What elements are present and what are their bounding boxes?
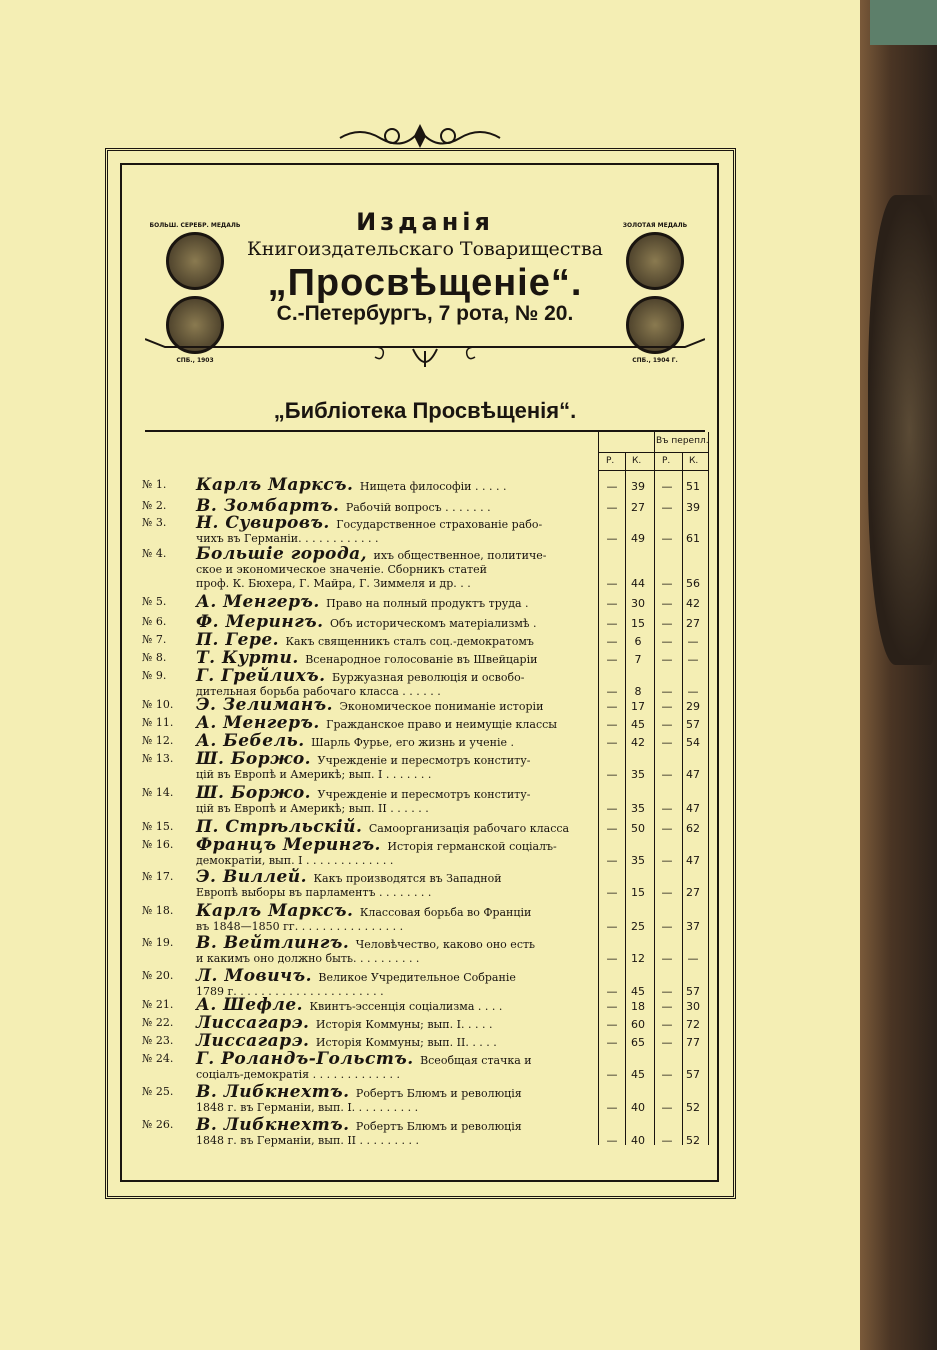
entry-number: № 13. [142, 752, 174, 765]
entry-number: № 20. [142, 969, 174, 982]
kop-label: К. [632, 456, 642, 466]
entry-title-line: чихъ въ Германіи. . . . . . . . . . . . [196, 532, 379, 545]
entry-author: Францъ Мерингъ. [196, 835, 388, 855]
entry-author: В. Либкнехтъ. [196, 1082, 356, 1102]
entry-author: Ш. Боржо. [196, 749, 318, 769]
entry-number: № 8. [142, 651, 167, 664]
price-kop: 27 [686, 886, 700, 899]
entry-text [196, 1082, 636, 1115]
entry-title-line: Учрежденіе и пересмотръ конститу- [317, 754, 531, 767]
price-rub: — [661, 1000, 673, 1013]
price-rub: — [661, 985, 673, 998]
entry-title-line: ихъ общественное, политиче- [373, 549, 547, 562]
entry-title-line: проф. К. Бюхера, Г. Майра, Г. Зиммеля и др. . . [196, 577, 471, 590]
entry-number: № 23. [142, 1034, 174, 1047]
entry-text [196, 1049, 636, 1082]
entry-number: № 5. [142, 595, 167, 608]
price-kop: 15 [631, 617, 645, 630]
entry-text [196, 648, 636, 668]
entry-text [196, 835, 636, 868]
price-rub: — [661, 532, 673, 545]
price-rub: — [606, 501, 618, 514]
entry-text [196, 933, 636, 966]
rub-label: Р. [662, 456, 671, 466]
entry-title-line: Самоорганизація рабочаго класса [368, 822, 570, 835]
price-rub: — [661, 1018, 673, 1031]
price-kop: — [687, 952, 699, 965]
entry-title-line: Нищета философіи . . . . . [359, 480, 507, 493]
entry-number: № 19. [142, 936, 174, 949]
entry-author: А. Бебель. [196, 731, 312, 751]
entry-title-line: Классовая борьба во Франціи [359, 906, 532, 919]
medal-right-bottom: СПБ., 1904 Г. [632, 357, 678, 364]
price-kop: 61 [686, 532, 700, 545]
price-kop: 72 [686, 1018, 700, 1031]
price-kop: 39 [631, 480, 645, 493]
price-kop: 27 [631, 501, 645, 514]
medal-left-top: БОЛЬШ. СЕРЕБР. МЕДАЛЬ [149, 222, 241, 229]
price-rub: — [661, 501, 673, 514]
price-kop: — [687, 685, 699, 698]
entry-title-line: Великое Учредительное Собраніе [318, 971, 516, 984]
entry-title-line: Робертъ Блюмъ и революція [355, 1120, 522, 1133]
entry-title-line: 1848 г. въ Германіи, вып. II . . . . . . . . . [196, 1134, 419, 1147]
entry-number: № 10. [142, 698, 174, 711]
price-kop: 57 [686, 718, 700, 731]
entry-text [196, 592, 636, 612]
price-kop: 57 [686, 985, 700, 998]
entry-number: № 2. [142, 499, 167, 512]
price-rub: — [606, 597, 618, 610]
price-kop: 29 [686, 700, 700, 713]
price-kop: 27 [686, 617, 700, 630]
entry-author: Лиссагарэ. [196, 1031, 316, 1051]
price-rub: — [661, 577, 673, 590]
price-rub: — [661, 700, 673, 713]
entry-number: № 18. [142, 904, 174, 917]
price-rub: — [606, 736, 618, 749]
entry-title-line: въ 1848—1850 гг. . . . . . . . . . . . . . . . [196, 920, 404, 933]
section-title: „Библіотека Просвѣщенія“. [273, 398, 577, 423]
price-kop: 42 [686, 597, 700, 610]
price-rub: — [661, 802, 673, 815]
entry-title-line: Исторія Коммуны; вып. I. . . . . [315, 1018, 493, 1031]
entry-title-line: Какъ священникъ сталъ соц.-демократомъ [285, 635, 534, 648]
entry-number: № 22. [142, 1016, 174, 1029]
entry-title-line: Человѣчество, каково оно есть [355, 938, 536, 951]
table-top-rule [145, 430, 705, 432]
price-rub: — [606, 886, 618, 899]
price-kop: 47 [686, 802, 700, 815]
entry-title-line: Какъ производятся въ Западной [313, 872, 502, 885]
price-kop: 35 [631, 802, 645, 815]
entry-number: № 9. [142, 669, 167, 682]
price-rub: — [661, 920, 673, 933]
entry-number: № 21. [142, 998, 174, 1011]
entry-author: А. Менгеръ. [196, 713, 327, 733]
entry-text [196, 749, 636, 782]
entry-number: № 6. [142, 615, 167, 628]
price-kop: 65 [631, 1036, 645, 1049]
publisher-name: „Просвѣщеніе“. [267, 262, 583, 304]
entry-title-line: ское и экономическое значеніе. Сборникъ статей [196, 563, 487, 576]
price-rub: — [661, 1068, 673, 1081]
entry-title-line: демократіи, вып. I . . . . . . . . . . . . . [196, 854, 394, 867]
price-rub: — [661, 886, 673, 899]
price-kop: 44 [631, 577, 645, 590]
column-divider [708, 432, 709, 1145]
entry-author: П. Гере. [196, 630, 286, 650]
entry-number: № 3. [142, 516, 167, 529]
price-kop: 56 [686, 577, 700, 590]
price-rub: — [661, 1134, 673, 1147]
entry-title-line: Право на полный продуктъ труда . [326, 597, 529, 610]
entry-number: № 14. [142, 786, 174, 799]
entry-title-line: Экономическое пониманіе исторіи [339, 700, 544, 713]
price-rub: — [661, 952, 673, 965]
price-kop: 30 [631, 597, 645, 610]
entry-title-line: цій въ Европѣ и Америкѣ; вып. I . . . . . . . [196, 768, 432, 781]
entry-number: № 24. [142, 1052, 174, 1065]
price-kop: 50 [631, 822, 645, 835]
divider-flourish [145, 335, 705, 375]
entry-number: № 17. [142, 870, 174, 883]
price-kop: 7 [634, 653, 642, 666]
price-rub: — [661, 718, 673, 731]
price-rub: — [606, 1068, 618, 1081]
price-rub: — [606, 802, 618, 815]
entry-title-line: Всенародное голосованіе въ Швейцаріи [305, 653, 538, 666]
entry-title-line: Исторія Коммуны; вып. II. . . . . [315, 1036, 497, 1049]
entry-text [196, 475, 636, 495]
price-rub: — [606, 635, 618, 648]
price-rub: — [606, 1036, 618, 1049]
entry-number: № 26. [142, 1118, 174, 1131]
price-kop: 52 [686, 1134, 700, 1147]
price-kop: 40 [631, 1101, 645, 1114]
entry-title-line: Государственное страхованіе рабо- [336, 518, 543, 531]
rub-label: Р. [606, 456, 615, 466]
price-kop: — [687, 635, 699, 648]
entry-title-line: Робертъ Блюмъ и революція [355, 1087, 522, 1100]
entry-author: В. Зомбартъ. [196, 496, 346, 516]
entry-title-line: цій въ Европѣ и Америкѣ; вып. II . . . . . . [196, 802, 429, 815]
price-rub: — [606, 700, 618, 713]
price-kop: 45 [631, 718, 645, 731]
entry-number: № 25. [142, 1085, 174, 1098]
entry-title-line: соціалъ-демократія . . . . . . . . . . . . . [196, 1068, 401, 1081]
price-kop: 77 [686, 1036, 700, 1049]
price-kop: 57 [686, 1068, 700, 1081]
medal-left-bottom: СПБ., 1903 [176, 357, 214, 364]
entry-text [196, 867, 636, 900]
medal-icon [166, 232, 224, 290]
price-rub: — [606, 822, 618, 835]
entry-title-line: Квинтъ-эссенція соціализма . . . . [309, 1000, 503, 1013]
price-rub: — [606, 718, 618, 731]
entry-author: Э. Зелиманъ. [196, 695, 340, 715]
price-rub: — [606, 480, 618, 493]
price-kop: 52 [686, 1101, 700, 1114]
price-rub: — [661, 736, 673, 749]
entry-text [196, 1031, 636, 1051]
entry-author: Ш. Боржо. [196, 783, 318, 803]
entry-number: № 4. [142, 547, 167, 560]
entry-author: Г. Грейлихъ. [196, 666, 333, 686]
price-rub: — [661, 635, 673, 648]
publisher-address: С.-Петербургъ, 7 рота, № 20. [276, 302, 574, 325]
price-rub: — [661, 1036, 673, 1049]
price-kop: 39 [686, 501, 700, 514]
entry-author: Т. Курти. [196, 648, 306, 668]
entry-title-line: Всеобщая стачка и [420, 1054, 532, 1067]
price-kop: 62 [686, 822, 700, 835]
price-kop: — [687, 653, 699, 666]
price-kop: 15 [631, 886, 645, 899]
entry-text [196, 695, 636, 715]
price-kop: 8 [634, 685, 642, 698]
entry-title-line: Шарль Фурье, его жизнь и ученіе . [311, 736, 514, 749]
price-rub: — [606, 1018, 618, 1031]
header-title: Изданія [356, 208, 494, 236]
entry-author: Лиссагарэ. [196, 1013, 316, 1033]
price-kop: 60 [631, 1018, 645, 1031]
price-kop: 37 [686, 920, 700, 933]
price-rub: — [661, 768, 673, 781]
entry-author: Ф. Мерингъ. [196, 612, 330, 632]
price-rub: — [606, 532, 618, 545]
entry-author: Н. Сувировъ. [196, 513, 337, 533]
medal-icon [626, 232, 684, 290]
medal-right-top: ЗОЛОТАЯ МЕДАЛЬ [622, 222, 688, 229]
price-rub: — [606, 920, 618, 933]
price-rub: — [606, 1134, 618, 1147]
entry-text [196, 783, 636, 816]
price-kop: 47 [686, 768, 700, 781]
price-rub: — [661, 854, 673, 867]
entry-title-line: 1789 г. . . . . . . . . . . . . . . . . . . . . . [196, 985, 384, 998]
price-rub: — [661, 822, 673, 835]
entry-number: № 15. [142, 820, 174, 833]
entry-number: № 1. [142, 478, 167, 491]
entry-author: Г. Роландъ-Гольстъ. [196, 1049, 421, 1069]
entry-number: № 7. [142, 633, 167, 646]
kop-label: К. [689, 456, 699, 466]
entry-text [196, 731, 636, 751]
entry-author: В. Либкнехтъ. [196, 1115, 356, 1135]
entry-number: № 16. [142, 838, 174, 851]
price-rub: — [606, 854, 618, 867]
entry-title-line: Объ историческомъ матеріализмѣ . [330, 617, 537, 630]
price-rub: — [606, 685, 618, 698]
price-kop: 12 [631, 952, 645, 965]
price-kop: 18 [631, 1000, 645, 1013]
price-kop: 42 [631, 736, 645, 749]
header-subtitle: Книгоиздательскаго Товарищества [247, 238, 603, 260]
entry-title-line: 1848 г. въ Германіи, вып. I. . . . . . . . . . [196, 1101, 419, 1114]
price-rub: — [606, 577, 618, 590]
price-kop: 17 [631, 700, 645, 713]
price-kop: 49 [631, 532, 645, 545]
entry-title-line: Гражданское право и неимущіе классы [326, 718, 558, 731]
entry-author: А. Менгеръ. [196, 592, 327, 612]
price-kop: 35 [631, 854, 645, 867]
entry-author: Карлъ Марксъ. [196, 475, 360, 495]
entry-number: № 11. [142, 716, 174, 729]
entry-text [196, 630, 636, 650]
price-rub: — [606, 653, 618, 666]
entry-author: В. Вейтлингъ. [196, 933, 356, 953]
price-rub: — [661, 617, 673, 630]
entry-title-line: дительная борьба рабочаго класса . . . . . . [196, 685, 441, 698]
entry-author: Карлъ Марксъ. [196, 901, 360, 921]
entry-text [196, 612, 636, 632]
price-kop: 47 [686, 854, 700, 867]
price-kop: 25 [631, 920, 645, 933]
entry-title-line: и какимъ оно должно быть. . . . . . . . . . [196, 952, 420, 965]
price-rub: — [661, 597, 673, 610]
entry-title-line: Исторія германской соціалъ- [387, 840, 557, 853]
entry-author: Л. Мовичъ. [196, 966, 319, 986]
entry-title-line: Учрежденіе и пересмотръ конститу- [317, 788, 531, 801]
entry-text [196, 513, 636, 546]
entry-number: № 12. [142, 734, 174, 747]
price-rub: — [661, 653, 673, 666]
price-kop: 54 [686, 736, 700, 749]
entry-title-line: Европѣ выборы въ парламентъ . . . . . . . . [196, 886, 432, 899]
entry-text [196, 1013, 636, 1033]
price-kop: 51 [686, 480, 700, 493]
price-kop: 40 [631, 1134, 645, 1147]
entry-title-line: Буржуазная революція и освобо- [332, 671, 525, 684]
paper-scrap [868, 195, 937, 665]
entry-author: Э. Виллей. [196, 867, 314, 887]
entry-text [196, 1115, 636, 1148]
price-rub: — [661, 685, 673, 698]
price-rub: — [661, 1101, 673, 1114]
price-rub: — [606, 617, 618, 630]
price-kop: 30 [686, 1000, 700, 1013]
entry-author: Большіе города, [196, 544, 374, 564]
entry-title-line: Рабочій вопросъ . . . . . . . [345, 501, 491, 514]
price-kop: 6 [634, 635, 642, 648]
price-rub: — [661, 480, 673, 493]
entry-text [196, 901, 636, 934]
entry-text [196, 817, 636, 837]
entry-author: П. Стрѣльскій. [196, 817, 369, 837]
price-rub: — [606, 985, 618, 998]
price-rub: — [606, 952, 618, 965]
by-binding-label: Въ перепл. [656, 436, 709, 446]
entry-text [196, 995, 636, 1015]
price-rub: — [606, 1000, 618, 1013]
price-rub: — [606, 1101, 618, 1114]
price-kop: 45 [631, 1068, 645, 1081]
price-rub: — [606, 768, 618, 781]
book-spine-top [870, 0, 937, 45]
price-kop: 45 [631, 985, 645, 998]
price-kop: 35 [631, 768, 645, 781]
entry-text [196, 713, 636, 733]
entry-author: А. Шефле. [196, 995, 310, 1015]
entry-text [196, 544, 636, 591]
